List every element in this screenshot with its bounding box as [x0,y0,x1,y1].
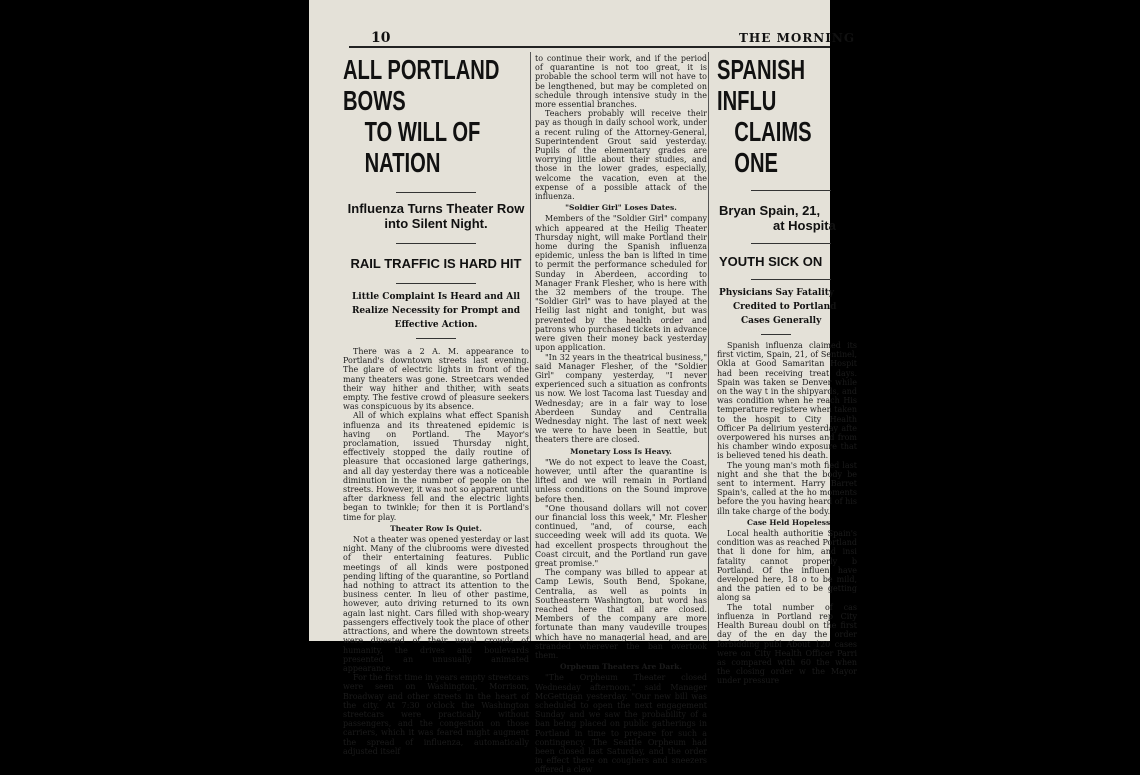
paragraph: For the first time in years empty streetcars were seen on Washington, Morrison, Broadway and other streets in the heart of the city. At 7:30 o'clock the Washington streetcars were practically without passengers, and the congestion on those carriers, which it was feared might augment the spread of influenza, automatically adjusted itself [343,673,529,756]
paragraph: Local health authoritie Spain's condition was as reached Portland that li done for him, and insi fatality cannot properly b Portland. Of the influen have developed here, 18 o to be mild, and the patien ed to be getting along sa [717,529,857,603]
deck: Little Complaint Is Heard and All Realize Necessity for Prompt and Effective Action. [351,292,521,330]
deck: Credited to Portland [733,302,837,312]
column-rule [708,52,709,641]
divider [751,279,831,280]
paragraph: Teachers probably will receive their pay as though in daily school work, under a recent ruling of the Attorney-General, Superintendent Grout said yesterday. Pupils of the elementary grades are worrying little about their studies, and those in the lower grades, especially, welcome the vacation, even at the expense of a possible attack of the influenza. [535,109,707,202]
paragraph: to continue their work, and if the period of quarantine is not too great, it is probable the school term will not have to be lengthened, but may be completed on schedule through intensive study in the more essential branches. [535,54,707,110]
article-body [535,54,707,775]
paragraph: There was a 2 A. M. appearance to Portland's downtown streets last evening. The glare of electric lights in front of the many theaters was gone. Streetcars wended their way hither and thither, with seats empty. The festive crowd of pleasure seekers was conspicuous by its absence. [343,347,529,412]
paragraph: The young man's moth fied last night and she that the body be sent to interment. Harry Barret Spain's, called at the ho moments before the you having heard of his illn take charge of the body. [717,460,857,516]
paragraph: "In 32 years in the theatrical business," said Manager Flesher, of the "Soldier Girl" company yesterday, "I never experienced such a situation as confronts us now. We lost Tacoma last Tuesday and Wednesday; are in a fair way to lose Aberdeen Sunday and Centralia Wednesday night. The last of next week we were to have been in Seattle, but theaters there are closed. [535,352,707,445]
divider [396,243,476,244]
article-body [711,341,857,686]
paragraph: Not a theater was opened yesterday or last night. Many of the clubrooms were divested of their entertaining features. Public meetings of all kinds were postponed pending lifting of the quarantine, so Portland had nothing to attract its attention to the business center. In lieu of other pastime, however, auto driving returned to its own again last night. Cars filled with shop-weary passengers effectively took the place of other attractions, and where the downtown streets were divested of their usual crowds of humanity, the drives and boulevards presented an unusually animated appearance. [343,535,529,673]
crosshead: Monetary Loss Is Heavy. [570,446,672,456]
headline [343,54,530,178]
subheadline: Influenza Turns Theater Row [347,201,525,216]
newspaper-page [309,0,857,775]
masthead: THE MORNING [739,31,856,45]
paragraph: "One thousand dollars will not cover our financial loss this week," Mr. Flesher continued, "and, of course, each succeeding week will add its quota. We had excellent prospects throughout the Coast circuit, and the Portland run gave great promise." [535,503,707,568]
subheadline: RAIL TRAFFIC IS HARD HIT [350,256,522,271]
paragraph: "The Orpheum Theater closed Wednesday afternoon," said Manager McGettigan yesterday. "Our new bill was scheduled to open the next engagement Sunday and we saw the probability of a ban being placed on public gatherings in Portland in time to prepare for such a contingency. The Seattle Orpheum had been closed last Saturday, and the order in effect there on coughers and sneezers offered a clew [535,673,707,775]
middle-column [535,54,707,775]
divider [416,338,456,339]
page-number: 10 [371,30,391,46]
divider [751,243,831,244]
paragraph: All of which explains what effect Spanish influenza and its threatened epidemic is having on Portland. The Mayor's proclamation, issued Thursday night, effectively stopped the daily routine of pleasure that occasioned large gatherings, and all day yesterday there was a noticeable diminution in the number of people on the streets. However, it was not so apparent until after darkness fell and the electric lights began to twinkle; for then it is Portland's time for play. [343,411,529,522]
subheadline: at Hospita [773,218,836,233]
subheadline: Bryan Spain, 21, [719,203,821,218]
paragraph: The company was billed to appear at Camp Lewis, South Bend, Spokane, Centralia, as well as points in Southeastern Washington, but word has reached here that all are closed. Members of the company are more fortunate than many vaudeville troupes which have no managerial head, and are stranded wherever the ban overtook them. [535,568,707,660]
article-body [343,347,529,756]
headline-line: CLAIMS ONE [734,116,812,178]
divider [396,283,476,284]
crosshead: Case Held Hopeless [747,517,831,527]
paragraph: "We do not expect to leave the Coast, however, until after the quarantine is lifted and we will remain in Portland unless conditions on the Sound improve before then. [535,457,707,504]
left-article [343,54,529,756]
masthead-rule [349,46,830,48]
headline [717,54,847,178]
paragraph: Spanish influenza claimed its first victim, Spain, 21, of Sentinel, Okla at Good Samaritan Hospit had been receiving treat days. Spain was taken se Denver while on the way t in the shipyards, and was condition when he reach His temperature registere when taken to the hospit to City Health Officer Pa delirium yesterday afte overpowered his nurses and from his chamber windo exposure that is believed tened his death. [717,341,857,461]
headline-line: SPANISH INFLU [717,54,806,116]
crosshead: Theater Row Is Quiet. [390,523,482,533]
paragraph: The total number of cas influenza in Portland rep City Health Bureau doubl on the first day of the en day the order forbidding publ About 120 cases were on City Health Officer Parri as compared with 60 the when the closing order w the Mayor under pressure [717,602,857,686]
right-article [711,54,857,686]
headline-line: TO WILL OF NATION [364,116,481,178]
deck: Physicians Say Fatality [719,288,835,298]
headline-line: ALL PORTLAND BOWS [343,54,500,116]
crosshead: "Soldier Girl" Loses Dates. [565,203,677,213]
divider [751,190,831,191]
subheadline: YOUTH SICK ON [719,254,823,269]
divider [761,334,791,335]
deck: Cases Generally [741,316,822,326]
paragraph: Members of the "Soldier Girl" company which appeared at the Heilig Theater Thursday night, will make Portland their home during the Spanish influenza epidemic, unless the ban is lifted in time to permit the performance scheduled for Sunday in Aberdeen, according to Manager Frank Flesher, who is here with the 32 members of the troupe. The "Soldier Girl" was to have played at the Heilig last night and tonight, but was prevented by the health order and patrons who purchased tickets in advance were given their money back yesterday upon application. [535,214,707,353]
crosshead: Orpheum Theaters Are Dark. [560,662,682,672]
subheadline: into Silent Night. [384,216,488,231]
divider [396,192,476,193]
